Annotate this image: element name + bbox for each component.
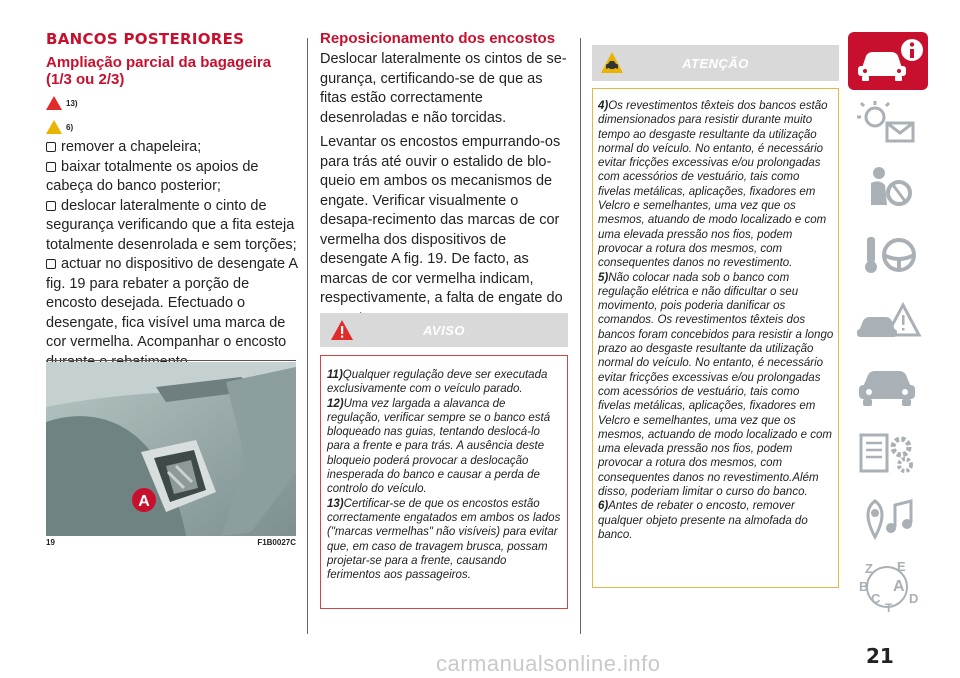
car-service-icon: [853, 359, 923, 415]
warning-item: [327, 368, 562, 397]
list-item-text: actuar no dispositivo de desengate A fig. 19 para rebater a porção de encosto desejada. Efectuado o desengate, fica visível uma marca de cor vermelha. Acompanhar o encosto: [46, 256, 298, 350]
figure-seat-release: [46, 362, 296, 536]
tab-knowing-your-car[interactable]: [848, 32, 928, 90]
caution-item-text: Os revestimentos têxteis dos bancos estão dimensionados para resistir durante muito tempo ao desgaste resultante da utilização normal do veículo. No entanto, é necessário evitar fricções excessivas e/ou prolongadas com acessórios de vestuário, tais como fivelas metálicas, aplicações, fixadores em Velcro e semelhantes, uma vez que os mesmos, atuando de modo localizado e com uma elevada pressão nos fios, podem provocar a rotura dos mesmos, com consequentes danos no revestimento.: [598, 100, 828, 270]
steering-key-icon: [853, 227, 923, 283]
caution-box: [592, 88, 839, 588]
caution-ref-label: 6): [66, 122, 74, 132]
index-letter: T: [885, 601, 893, 613]
caution-item-text: Não colocar nada sob o banco com regulação elétrica e não dificultar o seu movimento, pois poderia danificar os comandos. Os revestimentos têxteis dos bancos foram concebidos para resistir a longo prazo ao desgaste resultante da utilização normal do veículo. No entanto, é necessário evitar fricções excessivas e/ou prolongadas com acessórios de vestuário, tais como fivelas metálicas, aplicações, fixadores em Velcro e semelhantes, uma vez que os mesmos, actuando de modo localizado e com uma elevada pressão nos fios, podem provocar a rotura dos mesmos, com consequentes danos no revestimento.Além disso, poderiam limitar o curso do banco.: [598, 271, 834, 499]
list-item: [46, 255, 298, 372]
paragraph: Deslocar lateralmente os cintos de se-gurança, certificando-se de que as fitas estão correctamente desenroladas e não torcidas.: [320, 51, 567, 126]
bullet-box-icon: [46, 142, 56, 152]
index-letter: A: [893, 578, 905, 595]
index-letter: E: [897, 559, 906, 574]
subsection-title: Ampliação parcial da bagageira (1/3 ou 2/3): [46, 54, 272, 88]
warning-item-text: Uma vez largada a alavanca de regulação, verificar sempre se o banco está bloqueado nas guias, tentando deslocá-lo para a frente e para trás. A ausência deste bloqueio poderá provocar a deslocação inesperada do banco e causar a perda de controlo do veículo.: [327, 397, 551, 496]
figure-number: 19: [46, 538, 55, 547]
warning-header: [320, 313, 568, 347]
index-letter: B: [859, 579, 869, 594]
airbag-person-icon: [853, 161, 923, 217]
caution-header: [592, 45, 839, 81]
column-divider-2: [580, 38, 581, 634]
column-divider-1: [307, 38, 308, 634]
section-title: BANCOS POSTERIORES: [46, 30, 245, 48]
warning-item-number: 13): [327, 497, 344, 510]
caution-item: [598, 99, 834, 271]
caution-triangle-icon: [46, 120, 62, 134]
caution-item: [598, 499, 834, 542]
middle-column: [320, 30, 570, 328]
tab-index[interactable]: [848, 552, 928, 618]
figure-top-rule: [46, 360, 296, 361]
tab-safety[interactable]: [848, 156, 928, 222]
tab-technical-data[interactable]: [848, 420, 928, 486]
index-letter: D: [909, 591, 919, 606]
chapter-sidebar: [848, 32, 928, 618]
list-item-text: remover a chapeleira;: [61, 139, 202, 155]
caution-item-number: 4): [598, 100, 609, 112]
warning-triangle-icon: [46, 96, 62, 110]
multimedia-music-icon: [853, 491, 923, 547]
tab-dashboard[interactable]: [848, 90, 928, 156]
list-item: [46, 197, 298, 256]
list-item-text: baixar totalmente os apoios de cabeça do banco posterior;: [46, 158, 259, 194]
warning-item-number: 12): [327, 397, 344, 410]
caution-title: ATENÇÃO: [682, 56, 749, 71]
warning-item: [327, 497, 562, 583]
warning-item-number: 11): [327, 369, 343, 381]
tab-starting-driving[interactable]: [848, 222, 928, 288]
left-column: [46, 30, 298, 372]
warning-title: AVISO: [423, 323, 465, 338]
warning-item-text: Qualquer regulação deve ser executada exclusivamente com o veículo parado.: [327, 369, 548, 396]
alphabetical-index-icon: [853, 557, 923, 613]
tab-maintenance[interactable]: [848, 354, 928, 420]
watermark: carmanualsonline.info: [436, 651, 661, 676]
caution-item-text: Antes de rebater o encosto, remover qualquer objeto presente na almofada do banco.: [598, 500, 808, 541]
caution-ref-6[interactable]: [46, 118, 298, 136]
index-letter: C: [871, 591, 881, 606]
figure-code: F1B0027C: [257, 538, 296, 547]
seat-release-photo: [46, 362, 296, 536]
index-letter: Z: [865, 561, 873, 576]
procedure-list: [46, 138, 298, 372]
tab-multimedia[interactable]: [848, 486, 928, 552]
car-info-icon: [848, 32, 928, 90]
warning-ref-13[interactable]: [46, 94, 298, 112]
caution-item: [598, 271, 834, 500]
car-crash-warning-icon: [853, 293, 923, 349]
list-item: [46, 158, 298, 197]
reposition-heading: Reposicionamento dos encostos: [320, 30, 556, 47]
warning-item-text: Certificar-se de que os encostos estão correctamente engatados em ambos os lados ("marcas vermelhas" não visíveis) para evitar que, em caso de travagem brusca, possam projetar-se para a frente, causando ferimentos aos passageiros.: [327, 497, 561, 582]
dashboard-lights-icon: [853, 95, 923, 151]
paragraph: Levantar os encostos empurrando-os para trás até ouvir o estalido de blo-queio em ambos os mecanismos de engate. Verificar visualmente o desapa-recimento das marcas de cor vermelha dos dispositivos de desengate A fig. 19. De facto, as marcas de cor vermelha indicam, respectivamente, a falta de engate do: [320, 134, 563, 306]
warning-item: [327, 397, 562, 497]
page-number: 21: [866, 644, 894, 668]
bullet-box-icon: [46, 162, 56, 172]
warning-box: [320, 355, 568, 609]
bullet-box-icon: [46, 201, 56, 211]
specs-gears-icon: [853, 425, 923, 481]
figure-caption: [46, 538, 296, 547]
list-item: [46, 138, 298, 158]
bullet-box-icon: [46, 259, 56, 269]
warning-ref-label: 13): [66, 98, 78, 108]
list-item-text: deslocar lateralmente o cinto de segurança verificando que a fita esteja totalmente desenrolada e sem torções;: [46, 197, 297, 253]
tab-emergency[interactable]: [848, 288, 928, 354]
caution-item-number: 6): [598, 500, 609, 513]
caution-item-number: 5): [598, 271, 609, 284]
figure-callout-a: A: [138, 493, 150, 510]
